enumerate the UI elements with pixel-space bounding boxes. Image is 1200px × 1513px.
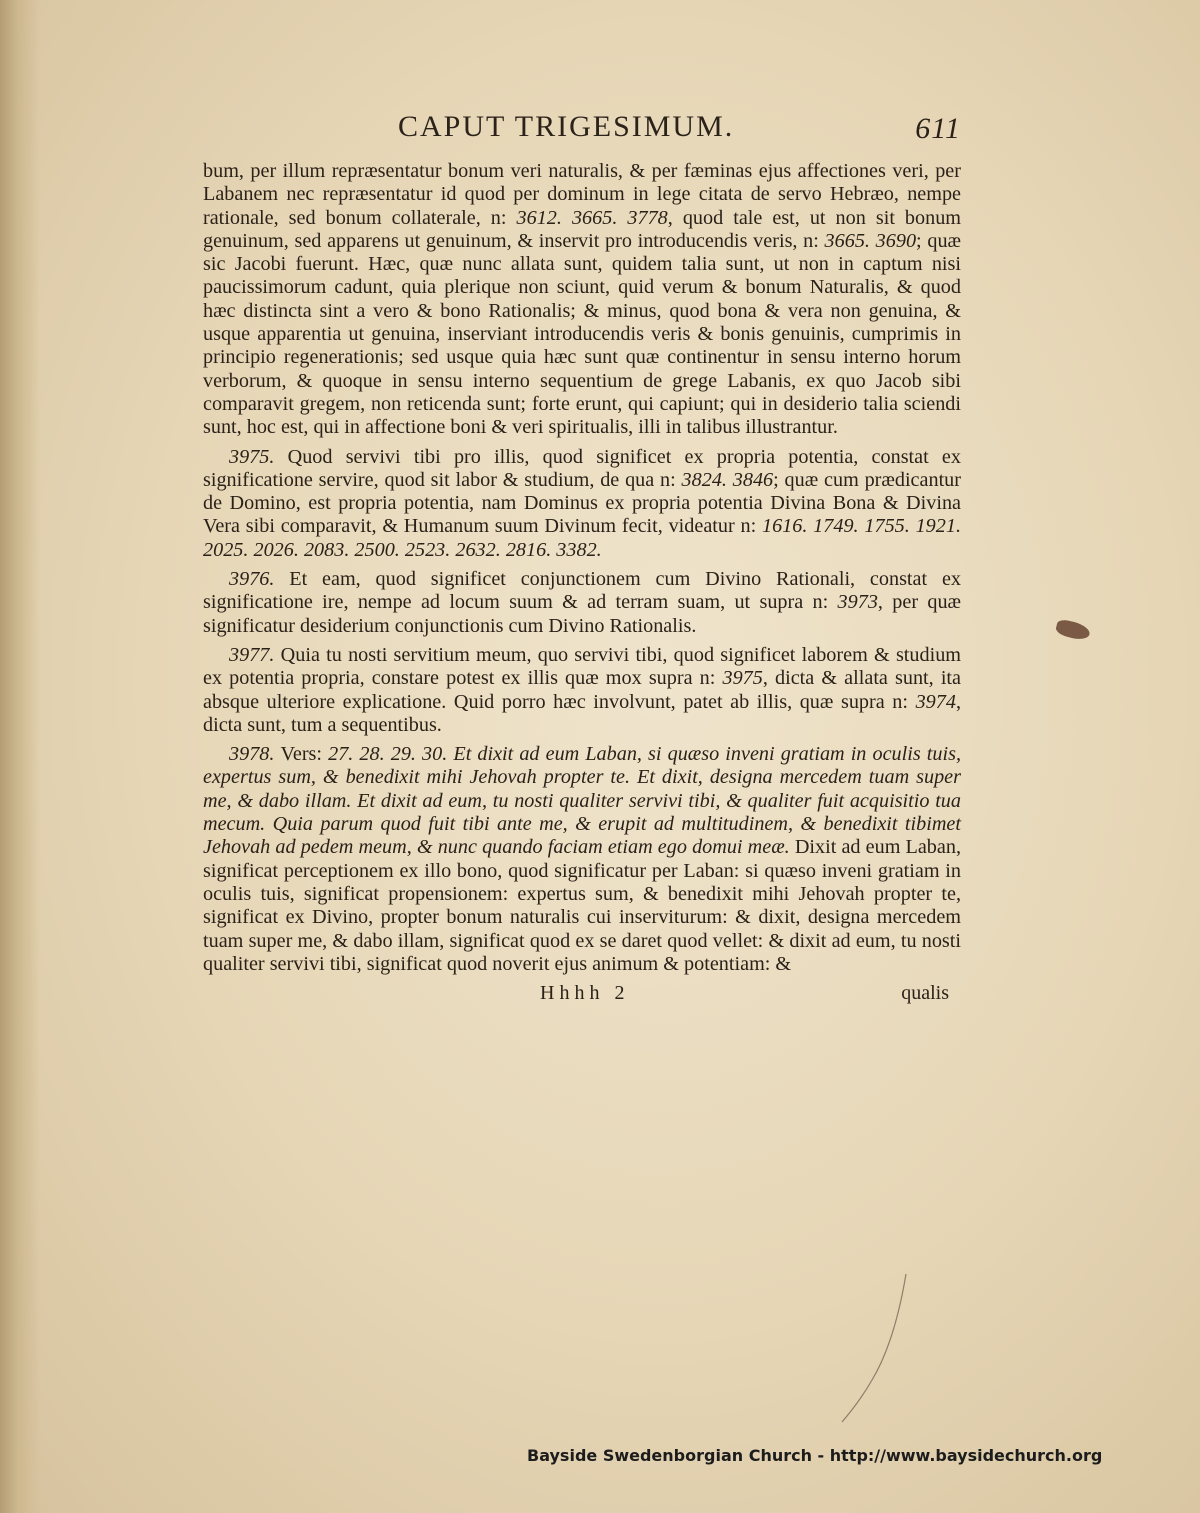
paragraph-3977 (203, 644, 961, 737)
text-segment: Et eam, quod significet conjunctionem cum Divino Rationali, constat ex significatione ire, nempe ad locum suum & ad terram suam, ut supra n: (203, 568, 962, 614)
italic-text-segment: 3973 (837, 591, 878, 614)
text-segment: bum, per illum repræsentatur bonum veri naturalis, & per fæminas ejus affectiones veri, per Labanem nec repræsentatur id quod per dominum in lege citata de servo Hebræo, nempe rationale, sed bonum collaterale, n: (203, 160, 961, 229)
italic-text-segment: 3665. 3690 (824, 229, 917, 252)
text-segment: , quod tale est, ut non sit bonum genuinum, sed apparens ut genuinum, & inservit pro introducendis veris, n: (203, 206, 962, 252)
text-segment: , per quæ significatur desiderium conjunctionis cum Divino Rationalis. (203, 591, 961, 637)
italic-text-segment: 3977. (229, 643, 281, 666)
text-segment: ; quæ sic Jacobi fuerunt. Hæc, quæ nunc allata sunt, quidem talia sunt, ut non in captum nisi paucissimorum cadunt, quia plerique non sciunt, quid verum & bonum Naturalis, & quod hæc distincta sint a vero & bono Rationalis; & minus, quod bona & vera non genuina, & usque apparentia ut genuina, inserviant introducendis veris & bonis genuinis, cumprimis in principio regenerationis; sed usque quia hæc sunt quæ continentur in sensu interno horum verborum, & quoque in sensu interno sequentium de grege Labanis, ex quo Jacob sibi comparavit gregem, non reticenda sunt; forte erunt, qui capiunt; qui in desiderio talia sciendi sunt, hoc est, qui in affectione boni & veri spiritualis, illi in talibus illustrantur. (203, 229, 961, 439)
text-segment: , dicta sunt, tum a sequentibus. (203, 690, 961, 736)
running-head-title: CAPUT TRIGESIMUM. (398, 110, 735, 143)
watermark-credit: Bayside Swedenborgian Church - http://www.baysidechurch.org (527, 1446, 1103, 1465)
italic-text-segment: Et dixit ad eum Laban, si quæso inveni gratiam in oculis tuis, expertus sum, & benedixit mihi Jehovah propter te. Et dixit, designa mercedem tuam super me, & dabo illam. Et dixit ad eum, tu nosti qualiter servivi tibi, & qualiter fuit acquisitio tua mecum. Quia parum quod fuit tibi ante me, & erupit ad multitudinem, & benedixit tibimet Jehovah ad pedem meum, & nunc quando faciam etiam ego domui meæ. (203, 743, 962, 859)
italic-text-segment: 3974 (915, 690, 956, 713)
body-text (203, 160, 961, 976)
text-segment: ; quæ cum prædicantur de Domino, est propria potentia, nam Dominus ex propria potentia Divina Bona & Divina Vera sibi comparavit, & Humanum suum Divinum fecit, videatur n: (203, 468, 961, 538)
paragraph-3976 (203, 568, 961, 638)
running-head (203, 108, 961, 160)
italic-text-segment: 1616. 1749. 1755. 1921. 2025. 2026. 2083. 2500. 2523. 2632. 2816. 3382. (203, 515, 962, 561)
pen-stroke-mark (820, 1270, 940, 1430)
paragraph-3978 (203, 743, 961, 976)
italic-text-segment: 3612. 3665. 3778 (516, 206, 668, 229)
text-segment: Vers: (280, 743, 329, 766)
ink-stain (1055, 618, 1092, 642)
italic-text-segment: 3976. (229, 568, 290, 591)
paragraph-3975 (203, 446, 961, 562)
text-segment: , dicta & allata sunt, ita absque ulteriore explicatione. Quid porro hæc involvunt, patet ab illis, quæ supra n: (203, 667, 961, 713)
italic-text-segment: 3975 (722, 667, 763, 690)
text-segment: Quia tu nosti servitium meum, quo servivi tibi, quod significet laborem & studium ex potentia propria, constare potest ex illis quæ mox supra n: (203, 643, 961, 690)
signature-mark: Hhhh 2 (540, 982, 630, 1005)
catchword: qualis (901, 982, 949, 1005)
paragraph-continued (203, 160, 961, 440)
italic-text-segment: 27. 28. 29. 30. (328, 743, 454, 766)
text-segment: Quod servivi tibi pro illis, quod significet ex propria potentia, constat ex significatione servire, quod sit labor & studium, de qua n: (203, 445, 961, 491)
printed-page (203, 108, 961, 1008)
binding-gutter-shadow (0, 0, 40, 1513)
page-number: 611 (915, 112, 961, 145)
catchline (203, 982, 961, 1008)
italic-text-segment: 3978. (229, 743, 281, 766)
text-segment: Dixit ad eum Laban, significat perceptionem ex illo bono, quod significatur per Laban: si quæso inveni gratiam in oculis tuis, significat propensionem: expertus sum, & benedixit mihi Jehovah propter te, significat ex Divino, propter bonum naturalis cui inserviturum: & dixit, designa mercedem tuam super me, & dabo illam, significat quod ex se daret quod vellet: & dixit ad eum, tu nosti qualiter servivi tibi, significat quod noverit ejus animum & potentiam: & (203, 836, 962, 975)
italic-text-segment: 3824. 3846 (681, 468, 774, 491)
italic-text-segment: 3975. (229, 445, 288, 468)
